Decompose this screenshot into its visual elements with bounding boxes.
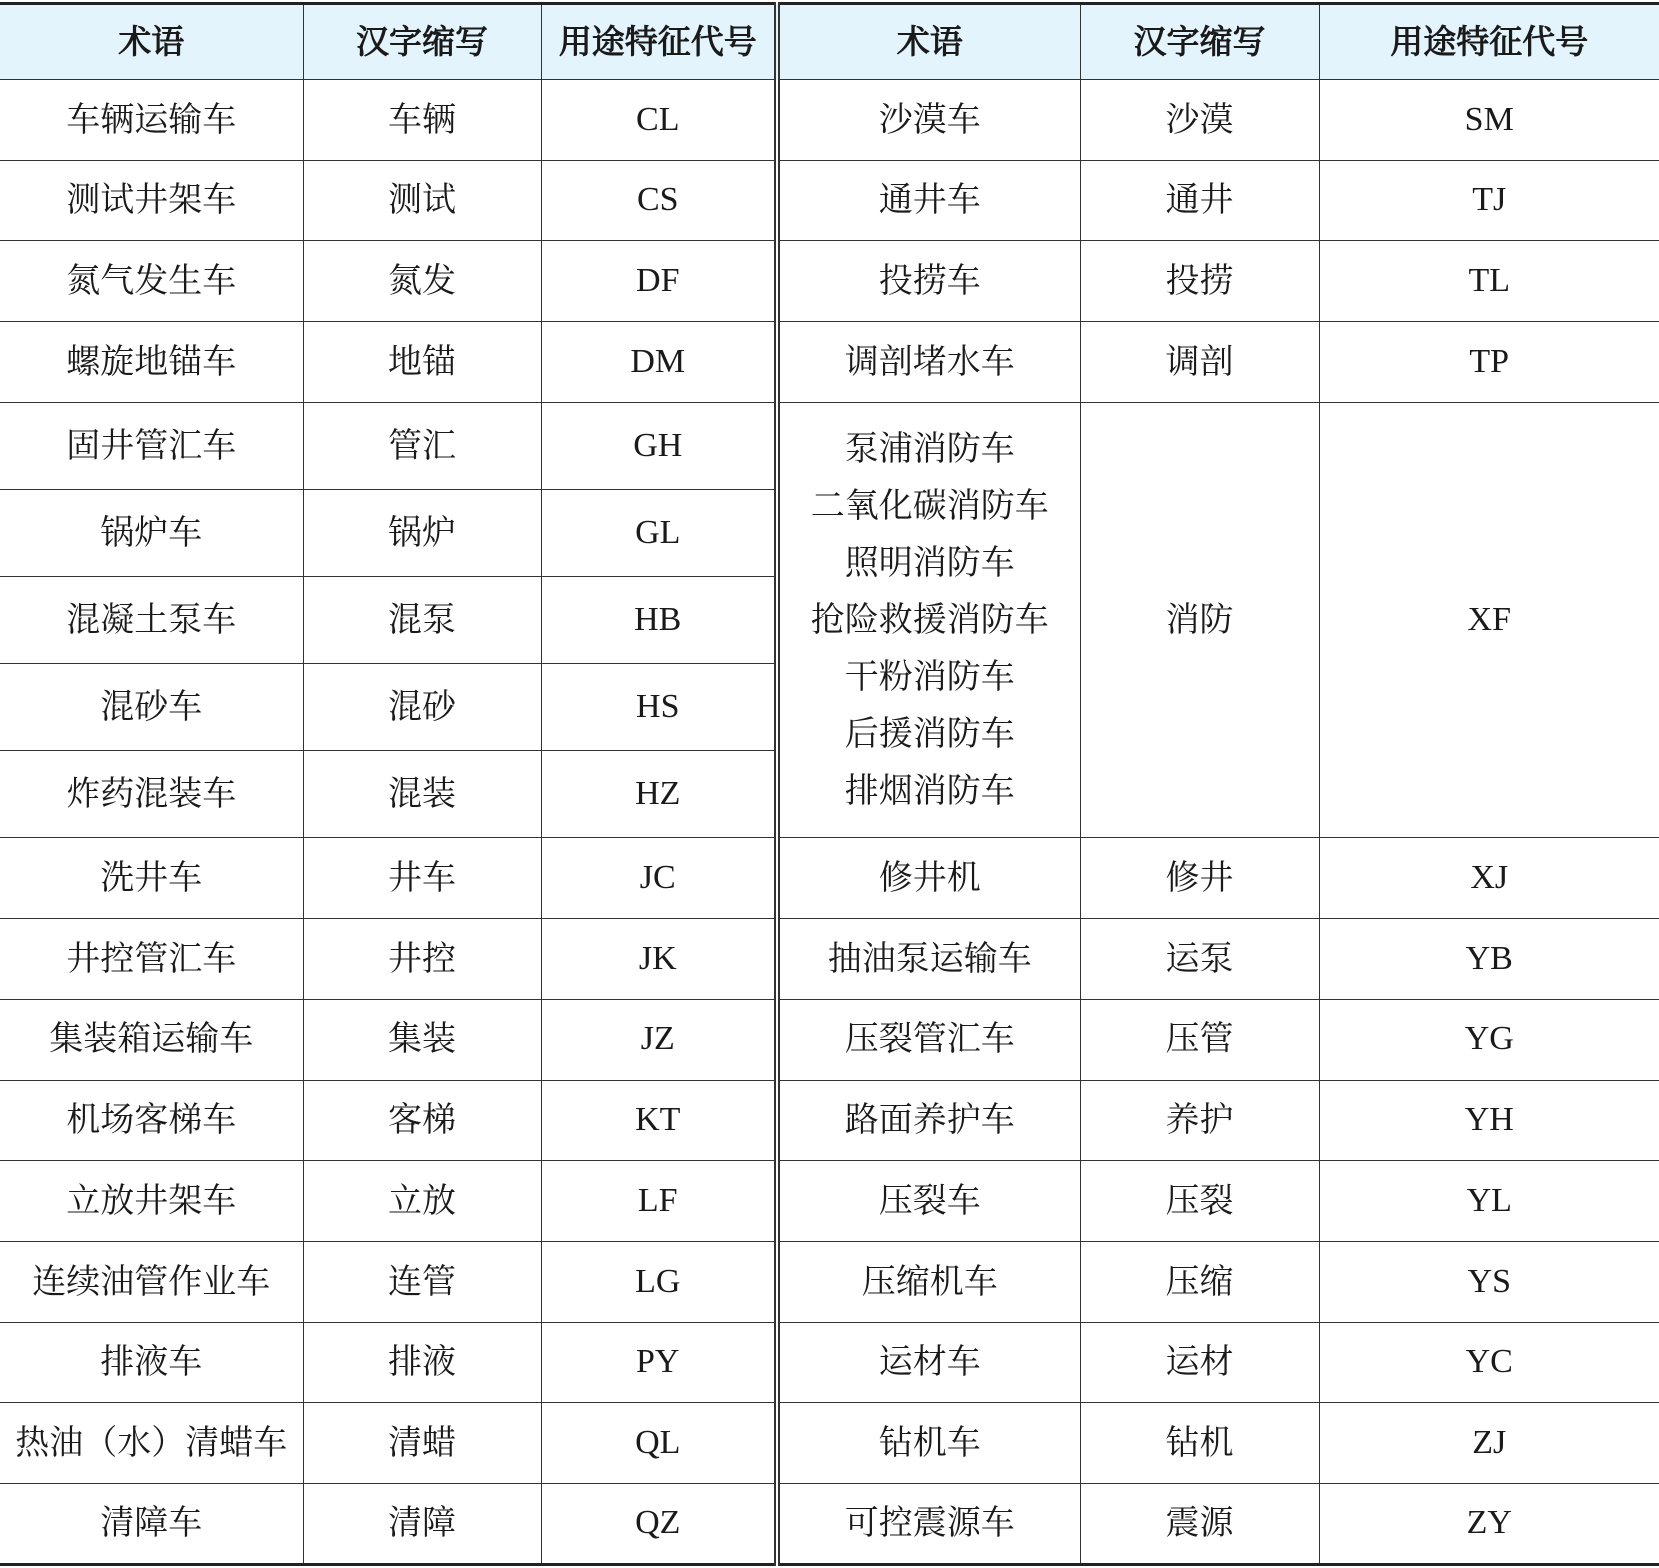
term-cell: 修井机 [777, 838, 1080, 919]
table-row [0, 1484, 1659, 1565]
fire-truck-term: 后援消防车 [844, 713, 1015, 754]
table-row [0, 1241, 1659, 1322]
abbr-cell: 清蜡 [303, 1403, 541, 1484]
abbr-cell: 排液 [303, 1322, 541, 1403]
abbr-cell: 沙漠 [1080, 80, 1319, 161]
term-cell: 炸药混装车 [0, 751, 303, 838]
term-cell: 投捞车 [777, 241, 1080, 322]
table-row [0, 80, 1659, 161]
term-cell: 氮气发生车 [0, 241, 303, 322]
fire-truck-term: 抢险救援消防车 [810, 599, 1049, 640]
abbr-cell: 压缩 [1080, 1241, 1319, 1322]
table-row [0, 838, 1659, 919]
code-cell: SM [1319, 80, 1659, 161]
abbr-cell: 混装 [303, 751, 541, 838]
abbr-cell: 井车 [303, 838, 541, 919]
header-code-right: 用途特征代号 [1319, 4, 1659, 80]
abbr-cell: 混砂 [303, 664, 541, 751]
term-cell: 路面养护车 [777, 1080, 1080, 1161]
term-cell: 测试井架车 [0, 160, 303, 241]
code-cell: JK [541, 919, 777, 1000]
term-cell: 立放井架车 [0, 1161, 303, 1242]
abbr-cell: 压裂 [1080, 1161, 1319, 1242]
table-row [0, 322, 1659, 403]
term-cell: 机场客梯车 [0, 1080, 303, 1161]
code-cell: JZ [541, 999, 777, 1080]
term-cell: 车辆运输车 [0, 80, 303, 161]
abbr-cell: 压管 [1080, 999, 1319, 1080]
header-code-left: 用途特征代号 [541, 4, 777, 80]
code-cell: YH [1319, 1080, 1659, 1161]
abbr-cell: 锅炉 [303, 489, 541, 576]
code-cell: GL [541, 489, 777, 576]
abbr-cell: 震源 [1080, 1484, 1319, 1565]
term-cell: 混砂车 [0, 664, 303, 751]
code-cell: DF [541, 241, 777, 322]
term-cell: 清障车 [0, 1484, 303, 1565]
code-cell: XF [1319, 402, 1659, 837]
fire-truck-terms-cell [777, 402, 1080, 837]
term-cell: 混凝土泵车 [0, 577, 303, 664]
term-cell: 热油（水）清蜡车 [0, 1403, 303, 1484]
abbr-cell: 通井 [1080, 160, 1319, 241]
abbr-cell: 氮发 [303, 241, 541, 322]
abbr-cell: 清障 [303, 1484, 541, 1565]
code-cell: ZY [1319, 1484, 1659, 1565]
table-row [0, 241, 1659, 322]
abbr-cell: 测试 [303, 160, 541, 241]
code-cell: YC [1319, 1322, 1659, 1403]
code-cell: YB [1319, 919, 1659, 1000]
term-cell: 可控震源车 [777, 1484, 1080, 1565]
term-cell: 井控管汇车 [0, 919, 303, 1000]
header-term-left: 术语 [0, 4, 303, 80]
code-cell: LF [541, 1161, 777, 1242]
code-cell: YG [1319, 999, 1659, 1080]
term-cell: 固井管汇车 [0, 402, 303, 489]
table-row [0, 402, 1659, 489]
term-cell: 钻机车 [777, 1403, 1080, 1484]
fire-truck-term: 泵浦消防车 [844, 428, 1015, 469]
code-cell: QL [541, 1403, 777, 1484]
code-cell: LG [541, 1241, 777, 1322]
abbr-cell: 管汇 [303, 402, 541, 489]
abbr-cell: 车辆 [303, 80, 541, 161]
code-cell: KT [541, 1080, 777, 1161]
code-cell: YS [1319, 1241, 1659, 1322]
term-cell: 运材车 [777, 1322, 1080, 1403]
fire-truck-term: 干粉消防车 [844, 656, 1015, 697]
term-cell: 锅炉车 [0, 489, 303, 576]
table-row [0, 919, 1659, 1000]
fire-truck-term: 照明消防车 [844, 542, 1015, 583]
table-row [0, 160, 1659, 241]
abbr-cell: 客梯 [303, 1080, 541, 1161]
vehicle-code-table [0, 2, 1659, 1566]
code-cell: CL [541, 80, 777, 161]
abbr-cell: 地锚 [303, 322, 541, 403]
term-cell: 集装箱运输车 [0, 999, 303, 1080]
code-cell: HZ [541, 751, 777, 838]
abbr-cell: 连管 [303, 1241, 541, 1322]
code-cell: HB [541, 577, 777, 664]
abbr-cell: 集装 [303, 999, 541, 1080]
term-cell: 排液车 [0, 1322, 303, 1403]
term-cell: 通井车 [777, 160, 1080, 241]
code-cell: TP [1319, 322, 1659, 403]
abbr-cell: 混泵 [303, 577, 541, 664]
fire-truck-term: 排烟消防车 [844, 770, 1015, 811]
header-row [0, 4, 1659, 80]
fire-truck-term: 二氧化碳消防车 [810, 485, 1049, 526]
code-cell: TL [1319, 241, 1659, 322]
table-row [0, 1080, 1659, 1161]
header-abbr-left: 汉字缩写 [303, 4, 541, 80]
header-abbr-right: 汉字缩写 [1080, 4, 1319, 80]
term-cell: 洗井车 [0, 838, 303, 919]
code-cell: QZ [541, 1484, 777, 1565]
table-row [0, 1322, 1659, 1403]
code-cell: XJ [1319, 838, 1659, 919]
abbr-cell: 修井 [1080, 838, 1319, 919]
table-row [0, 1403, 1659, 1484]
abbr-cell: 运泵 [1080, 919, 1319, 1000]
code-cell: ZJ [1319, 1403, 1659, 1484]
term-cell: 螺旋地锚车 [0, 322, 303, 403]
term-cell: 压裂车 [777, 1161, 1080, 1242]
table-row [0, 1161, 1659, 1242]
abbr-cell: 井控 [303, 919, 541, 1000]
term-cell: 沙漠车 [777, 80, 1080, 161]
header-term-right: 术语 [777, 4, 1080, 80]
term-cell: 抽油泵运输车 [777, 919, 1080, 1000]
term-cell: 调剖堵水车 [777, 322, 1080, 403]
code-cell: PY [541, 1322, 777, 1403]
term-cell: 压缩机车 [777, 1241, 1080, 1322]
abbr-cell: 运材 [1080, 1322, 1319, 1403]
abbr-cell: 投捞 [1080, 241, 1319, 322]
code-cell: GH [541, 402, 777, 489]
term-cell: 压裂管汇车 [777, 999, 1080, 1080]
abbr-cell: 养护 [1080, 1080, 1319, 1161]
abbr-cell: 钻机 [1080, 1403, 1319, 1484]
code-cell: CS [541, 160, 777, 241]
term-cell: 连续油管作业车 [0, 1241, 303, 1322]
code-cell: YL [1319, 1161, 1659, 1242]
code-cell: JC [541, 838, 777, 919]
code-cell: DM [541, 322, 777, 403]
code-cell: TJ [1319, 160, 1659, 241]
abbr-cell: 消防 [1080, 402, 1319, 837]
table-row [0, 999, 1659, 1080]
abbr-cell: 立放 [303, 1161, 541, 1242]
code-cell: HS [541, 664, 777, 751]
abbr-cell: 调剖 [1080, 322, 1319, 403]
